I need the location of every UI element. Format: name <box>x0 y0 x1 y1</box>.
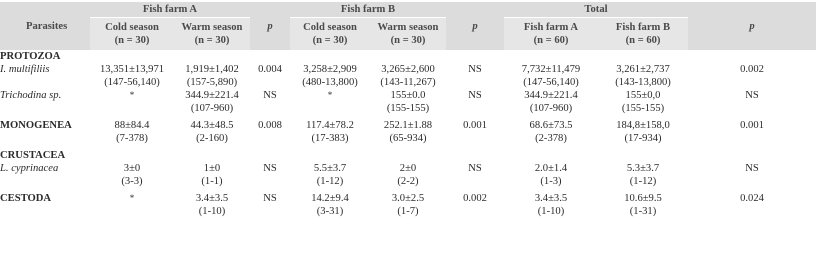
section-label: PROTOZOA <box>0 51 61 62</box>
table-cell <box>250 188 290 218</box>
table-cell <box>290 188 370 218</box>
cell-value: 68.6±73.5 <box>529 120 573 131</box>
cell-value: NS <box>745 163 759 174</box>
cell-range: (2-160) <box>196 133 228 144</box>
table-cell <box>290 145 370 162</box>
cell-value: NS <box>468 90 482 101</box>
cell-value: 3,258±2,909 <box>303 64 357 75</box>
section-label: CESTODA <box>0 193 52 204</box>
cell-value: 1±0 <box>203 163 221 174</box>
table-cell <box>250 89 290 115</box>
header-total-b-label: Fish farm B <box>615 22 671 33</box>
table-cell <box>174 162 250 188</box>
table-cell <box>598 50 688 63</box>
header-total-b <box>598 18 688 51</box>
cell-value: 0.001 <box>740 120 764 131</box>
cell-range: (1-31) <box>629 206 657 217</box>
header-a-warm-n: (n = 30) <box>194 35 230 46</box>
table-cell <box>90 145 174 162</box>
table-cell <box>90 188 174 218</box>
table-cell <box>370 115 446 145</box>
table-cell <box>250 115 290 145</box>
header-total-a <box>504 18 598 51</box>
header-b-warm-n: (n = 30) <box>390 35 426 46</box>
table-cell <box>688 50 816 63</box>
table-cell <box>174 63 250 89</box>
cell-value: NS <box>468 163 482 174</box>
table-cell <box>504 145 598 162</box>
header-total: Total <box>504 2 688 18</box>
cell-value: NS <box>263 193 277 204</box>
table-cell <box>90 162 174 188</box>
table-cell <box>370 162 446 188</box>
table-cell <box>446 63 504 89</box>
header-b-cold <box>290 18 370 51</box>
table-cell <box>598 188 688 218</box>
cell-value: 5.5±3.7 <box>313 163 347 174</box>
cell-value: 0.004 <box>258 64 282 75</box>
table-cell <box>446 50 504 63</box>
cell-range: (143-11,267) <box>380 77 436 88</box>
table-cell <box>174 50 250 63</box>
table-cell <box>504 188 598 218</box>
table-cell <box>250 145 290 162</box>
cell-value: 344.9±221.4 <box>524 90 578 101</box>
table-cell <box>290 50 370 63</box>
cell-value: NS <box>745 90 759 101</box>
table-cell <box>446 115 504 145</box>
table-cell <box>290 89 370 115</box>
table-cell <box>688 115 816 145</box>
cell-value: 344.9±221.4 <box>185 90 239 101</box>
header-p-a: p <box>250 2 290 50</box>
table-cell <box>688 145 816 162</box>
cell-value: 3,265±2,600 <box>381 64 435 75</box>
cell-range: (65-934) <box>389 133 427 144</box>
cell-range: (157-5,890) <box>186 77 238 88</box>
cell-value: 252.1±1.88 <box>383 120 433 131</box>
cell-value: 3.4±3.5 <box>195 193 229 204</box>
cell-value: 184,8±158,0 <box>616 120 670 131</box>
header-p-total: p <box>688 2 816 50</box>
table-row <box>0 89 816 115</box>
cell-value: 0.008 <box>258 120 282 131</box>
cell-value: * <box>129 90 135 100</box>
table-cell <box>370 63 446 89</box>
cell-value: 14.2±9.4 <box>311 193 349 204</box>
table-cell <box>598 63 688 89</box>
cell-value: 0.001 <box>463 120 487 131</box>
cell-range: (2-378) <box>535 133 567 144</box>
table-cell <box>290 63 370 89</box>
species-label: L. cyprinacea <box>0 163 59 174</box>
table-row <box>0 145 816 162</box>
cell-value: 7,732±11,479 <box>521 64 581 75</box>
cell-range: (1-1) <box>201 176 223 187</box>
cell-value: 3±0 <box>123 163 141 174</box>
table-cell <box>688 188 816 218</box>
cell-value: 2.0±1.4 <box>534 163 568 174</box>
table-cell <box>370 50 446 63</box>
cell-range: (2-2) <box>397 176 419 187</box>
table-cell <box>174 188 250 218</box>
table-cell <box>370 145 446 162</box>
cell-value: 13,351±13,971 <box>99 64 165 75</box>
cell-range: (3-31) <box>316 206 344 217</box>
header-a-warm-label: Warm season <box>181 22 243 33</box>
cell-value: 155±0.0 <box>390 90 426 101</box>
cell-range: (155-155) <box>386 103 430 114</box>
cell-range: (7-378) <box>116 133 148 144</box>
table-cell <box>598 115 688 145</box>
table-cell <box>290 115 370 145</box>
table-header <box>0 2 816 50</box>
cell-value: 3,261±2,737 <box>616 64 670 75</box>
table-cell <box>370 89 446 115</box>
section-label: CRUSTACEA <box>0 150 66 161</box>
cell-range: (155-155) <box>621 103 665 114</box>
table-cell <box>90 63 174 89</box>
cell-range: (1-12) <box>316 176 344 187</box>
cell-range: (147-56,140) <box>523 77 579 88</box>
cell-value: NS <box>263 90 277 101</box>
table-cell <box>290 162 370 188</box>
cell-value: 1,919±1,402 <box>185 64 239 75</box>
table-cell <box>446 89 504 115</box>
table-cell <box>598 89 688 115</box>
table-cell <box>174 89 250 115</box>
cell-range: (107-960) <box>190 103 234 114</box>
header-fish-farm-b: Fish farm B <box>290 2 446 18</box>
cell-range: (1-10) <box>537 206 565 217</box>
table-row <box>0 50 816 63</box>
header-b-warm <box>370 18 446 51</box>
cell-range: (17-383) <box>311 133 349 144</box>
cell-range: (3-3) <box>121 176 143 187</box>
header-a-cold-label: Cold season <box>105 22 159 33</box>
cell-range: (17-934) <box>624 133 662 144</box>
table-cell <box>504 63 598 89</box>
header-fish-farm-a: Fish farm A <box>90 2 250 18</box>
table-cell <box>688 89 816 115</box>
header-b-cold-n: (n = 30) <box>312 35 348 46</box>
header-total-b-n: (n = 60) <box>625 35 661 46</box>
table-cell <box>250 162 290 188</box>
species-label: Trichodina sp. <box>0 90 62 101</box>
header-p-b: p <box>446 2 504 50</box>
table-cell <box>504 115 598 145</box>
table-cell <box>90 50 174 63</box>
table-row <box>0 115 816 145</box>
cell-value: 0.024 <box>740 193 764 204</box>
table-cell <box>504 162 598 188</box>
table-cell <box>174 145 250 162</box>
header-total-a-n: (n = 60) <box>533 35 569 46</box>
cell-value: * <box>327 90 333 100</box>
table-cell <box>174 115 250 145</box>
cell-range: (107-960) <box>529 103 573 114</box>
table-cell <box>688 63 816 89</box>
table-cell <box>250 63 290 89</box>
table-cell <box>446 145 504 162</box>
table-cell <box>598 162 688 188</box>
cell-value: 44.3±48.5 <box>190 120 234 131</box>
table-cell <box>598 145 688 162</box>
table-cell <box>688 162 816 188</box>
cell-value: 3.0±2.5 <box>391 193 425 204</box>
cell-range: (480-13,800) <box>302 77 358 88</box>
cell-value: 10.6±9.5 <box>624 193 662 204</box>
table-row <box>0 162 816 188</box>
table-cell <box>90 115 174 145</box>
table-cell <box>446 188 504 218</box>
header-total-a-label: Fish farm A <box>523 22 579 33</box>
header-a-cold <box>90 18 174 51</box>
table-cell <box>446 162 504 188</box>
cell-value: 5.3±3.7 <box>626 163 660 174</box>
cell-range: (1-12) <box>629 176 657 187</box>
header-a-warm <box>174 18 250 51</box>
table-cell <box>504 89 598 115</box>
parasite-table <box>0 2 816 218</box>
cell-value: * <box>129 193 135 203</box>
cell-value: 117.4±78.2 <box>306 120 354 131</box>
cell-range: (143-13,800) <box>615 77 671 88</box>
table-cell <box>504 50 598 63</box>
header-parasites: Parasites <box>0 2 90 50</box>
cell-value: 2±0 <box>399 163 417 174</box>
species-label: I. multifiliis <box>0 64 50 75</box>
table-row <box>0 188 816 218</box>
table-cell <box>90 89 174 115</box>
cell-value: 0.002 <box>740 64 764 75</box>
table-row <box>0 63 816 89</box>
table-body <box>0 50 816 218</box>
cell-value: 155±0,0 <box>625 90 661 101</box>
table-cell <box>250 50 290 63</box>
section-label: MONOGENEA <box>0 120 72 131</box>
header-b-warm-label: Warm season <box>377 22 439 33</box>
cell-value: NS <box>263 163 277 174</box>
cell-value: NS <box>468 64 482 75</box>
cell-value: 88±84.4 <box>114 120 150 131</box>
cell-value: 3.4±3.5 <box>534 193 568 204</box>
header-a-cold-n: (n = 30) <box>114 35 150 46</box>
cell-range: (1-7) <box>397 206 419 217</box>
cell-range: (1-10) <box>198 206 226 217</box>
table-cell <box>370 188 446 218</box>
cell-range: (147-56,140) <box>104 77 160 88</box>
cell-range: (1-3) <box>540 176 562 187</box>
cell-value: 0.002 <box>463 193 487 204</box>
header-b-cold-label: Cold season <box>303 22 357 33</box>
